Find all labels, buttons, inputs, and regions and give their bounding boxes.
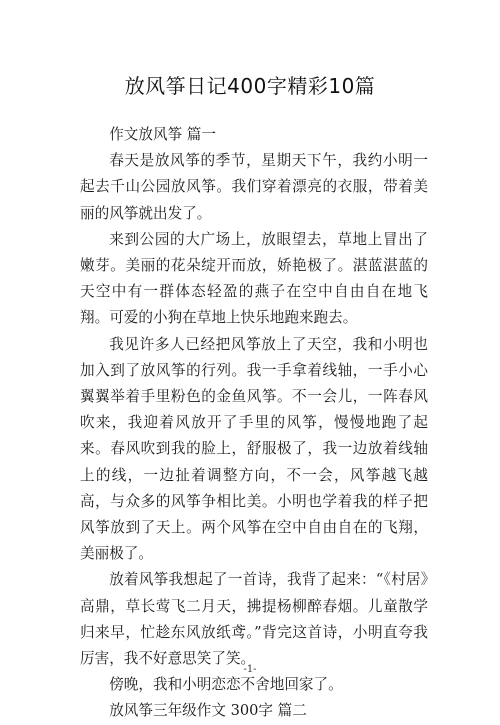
document-body [80,122,428,725]
page-number: -1- [243,664,257,675]
section-heading: 放风筝三年级作文 300字 篇二 [109,702,307,720]
paragraph: 我见许多人已经把风筝放上了天空，我和小明也加入到了放风筝的行列。我一手拿着线轴，一手小心翼翼举着手里粉色的金鱼风筝。不一会儿，一阵春风吹来，我迎着风放开了手里的风筝，慢慢地跑了起来。春风吹到我的脸上，舒服极了，我一边放着线轴上的线，一边扯着调整方向，不一会，风筝越飞越高，与众多的风筝争相比美。小明也学着我的样子把风筝放到了天上。两个风筝在空中自由自在的飞翔，美丽极了。 [80,335,428,563]
paragraph: 来到公园的大广场上，放眼望去，草地上冒出了嫩芽。美丽的花朵绽开而放，娇艳极了。湛蓝湛蓝的天空中有一群体态轻盈的燕子在空中自由自在地飞翔。可爱的小狗在草地上快乐地跑来跑去。 [80,230,428,327]
paragraph: 傍晚，我和小明恋恋不舍地回家了。 [109,676,343,694]
document-title: 放风筝日记400字精彩10篇 [124,74,376,98]
paragraph: 放着风筝我想起了一首诗，我背了起来：“《村居》高鼎，草长莺飞二月天，拂提杨柳醉春烟。儿童散学归来早，忙趁东风放纸鸢。”背完这首诗，小明直夸我厉害，我不好意思笑了笑。 [80,571,428,668]
section-heading: 作文放风筝 篇一 [109,126,216,143]
paragraph: 春天是放风筝的季节，星期天下午，我约小明一起去千山公园放风筝。我们穿着漂亮的衣服，带着美丽的风筝就出发了。 [80,152,428,222]
